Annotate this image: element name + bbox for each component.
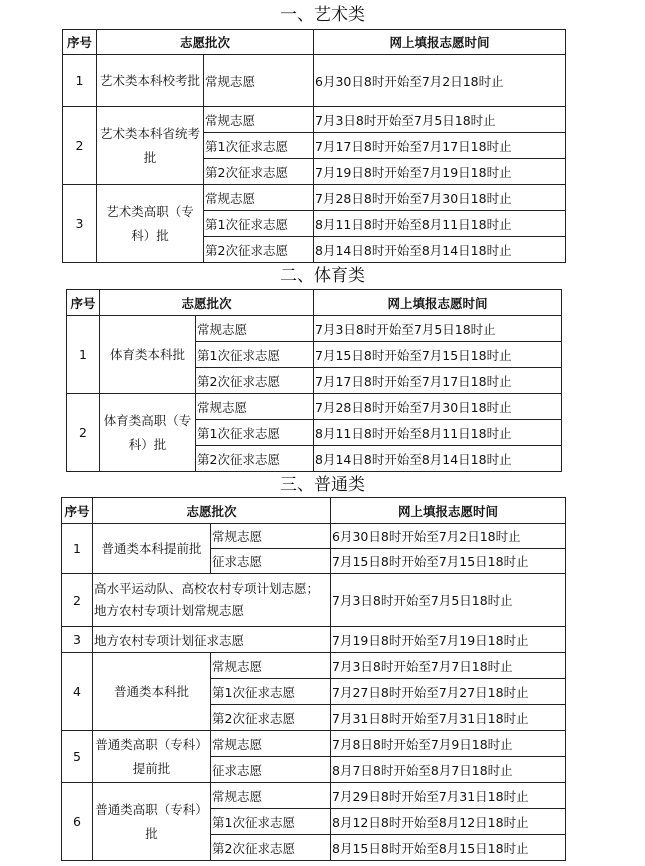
fill-time: 8月15日8时开始至8月15日18时止 bbox=[331, 835, 566, 861]
batch-name: 普通类本科提前批 bbox=[93, 524, 211, 574]
art-table bbox=[62, 29, 566, 263]
fill-time: 7月8日8时开始至7月9日18时止 bbox=[331, 731, 566, 757]
fill-time: 7月17日8时开始至7月17日18时止 bbox=[314, 133, 566, 159]
fill-time: 7月19日8时开始至7月19日18时止 bbox=[331, 627, 566, 653]
batch-name: 高水平运动队、高校农村专项计划志愿；地方农村专项计划常规志愿 bbox=[93, 574, 331, 627]
volunteer-type: 第1次征求志愿 bbox=[196, 342, 314, 368]
fill-time: 7月29日8时开始至7月31日18时止 bbox=[331, 783, 566, 809]
header-batch: 志愿批次 bbox=[100, 290, 314, 316]
batch-name: 艺术类本科省统考批 bbox=[97, 107, 204, 185]
volunteer-type: 常规志愿 bbox=[211, 653, 331, 679]
row-no: 4 bbox=[62, 653, 93, 731]
row-no: 3 bbox=[62, 627, 93, 653]
fill-time: 7月3日8时开始至7月5日18时止 bbox=[314, 316, 562, 342]
fill-time: 7月17日8时开始至7月17日18时止 bbox=[314, 368, 562, 394]
header-no: 序号 bbox=[63, 30, 97, 55]
volunteer-type: 常规志愿 bbox=[196, 394, 314, 420]
header-batch: 志愿批次 bbox=[93, 498, 331, 524]
row-no: 1 bbox=[67, 316, 100, 394]
row-no: 2 bbox=[62, 574, 93, 627]
section-title-art: 一、艺术类 bbox=[280, 5, 365, 25]
row-no: 1 bbox=[63, 55, 97, 107]
volunteer-type: 第1次征求志愿 bbox=[211, 679, 331, 705]
header-batch: 志愿批次 bbox=[97, 30, 314, 55]
volunteer-type: 第2次征求志愿 bbox=[211, 705, 331, 731]
fill-time: 7月3日8时开始至7月5日18时止 bbox=[331, 574, 566, 627]
fill-time: 7月28日8时开始至7月30日18时止 bbox=[314, 394, 562, 420]
batch-name: 体育类本科批 bbox=[100, 316, 196, 394]
general-table bbox=[61, 497, 566, 861]
volunteer-type: 第1次征求志愿 bbox=[196, 420, 314, 446]
fill-time: 8月14日8时开始至8月14日18时止 bbox=[314, 446, 562, 472]
volunteer-type: 第2次征求志愿 bbox=[196, 446, 314, 472]
batch-name: 普通类高职（专科）提前批 bbox=[93, 731, 211, 783]
volunteer-type: 第2次征求志愿 bbox=[211, 835, 331, 861]
volunteer-type: 第1次征求志愿 bbox=[204, 211, 314, 237]
batch-name: 艺术类本科校考批 bbox=[97, 55, 204, 107]
fill-time: 7月27日8时开始至7月27日18时止 bbox=[331, 679, 566, 705]
fill-time: 7月15日8时开始至7月15日18时止 bbox=[314, 342, 562, 368]
volunteer-type: 征求志愿 bbox=[211, 757, 331, 783]
row-no: 6 bbox=[62, 783, 93, 861]
fill-time: 7月28日8时开始至7月30日18时止 bbox=[314, 185, 566, 211]
fill-time: 8月7日8时开始至8月7日18时止 bbox=[331, 757, 566, 783]
fill-time: 8月14日8时开始至8月14日18时止 bbox=[314, 237, 566, 263]
volunteer-type: 常规志愿 bbox=[196, 316, 314, 342]
fill-time: 6月30日8时开始至7月2日18时止 bbox=[331, 524, 566, 549]
fill-time: 8月11日8时开始至8月11日18时止 bbox=[314, 420, 562, 446]
fill-time: 8月12日8时开始至8月12日18时止 bbox=[331, 809, 566, 835]
volunteer-type: 常规志愿 bbox=[211, 731, 331, 757]
section-title-general: 三、普通类 bbox=[280, 475, 365, 495]
row-no: 2 bbox=[67, 394, 100, 472]
row-no: 1 bbox=[62, 524, 93, 574]
volunteer-type: 常规志愿 bbox=[211, 783, 331, 809]
row-no: 2 bbox=[63, 107, 97, 185]
fill-time: 7月31日8时开始至7月31日18时止 bbox=[331, 705, 566, 731]
batch-name: 体育类高职（专科）批 bbox=[100, 394, 196, 472]
batch-name: 艺术类高职（专科）批 bbox=[97, 185, 204, 263]
header-no: 序号 bbox=[62, 498, 93, 524]
volunteer-type: 第1次征求志愿 bbox=[204, 133, 314, 159]
header-time: 网上填报志愿时间 bbox=[314, 30, 566, 55]
fill-time: 8月11日8时开始至8月11日18时止 bbox=[314, 211, 566, 237]
volunteer-type: 常规志愿 bbox=[211, 524, 331, 549]
header-no: 序号 bbox=[67, 290, 100, 316]
volunteer-type: 第1次征求志愿 bbox=[211, 809, 331, 835]
fill-time: 7月3日8时开始至7月5日18时止 bbox=[314, 107, 566, 133]
section-title-sports: 二、体育类 bbox=[280, 266, 365, 286]
batch-name: 地方农村专项计划征求志愿 bbox=[93, 627, 331, 653]
fill-time: 7月15日8时开始至7月15日18时止 bbox=[331, 549, 566, 574]
batch-name: 普通类本科批 bbox=[93, 653, 211, 731]
sports-table bbox=[66, 289, 562, 472]
header-time: 网上填报志愿时间 bbox=[314, 290, 562, 316]
volunteer-type: 第2次征求志愿 bbox=[196, 368, 314, 394]
volunteer-type: 常规志愿 bbox=[204, 55, 314, 107]
row-no: 3 bbox=[63, 185, 97, 263]
header-time: 网上填报志愿时间 bbox=[331, 498, 566, 524]
fill-time: 7月19日8时开始至7月19日18时止 bbox=[314, 159, 566, 185]
fill-time: 7月3日8时开始至7月7日18时止 bbox=[331, 653, 566, 679]
volunteer-type: 常规志愿 bbox=[204, 185, 314, 211]
volunteer-type: 常规志愿 bbox=[204, 107, 314, 133]
batch-name: 普通类高职（专科）批 bbox=[93, 783, 211, 861]
row-no: 5 bbox=[62, 731, 93, 783]
fill-time: 6月30日8时开始至7月2日18时止 bbox=[314, 55, 566, 107]
volunteer-type: 征求志愿 bbox=[211, 549, 331, 574]
volunteer-type: 第2次征求志愿 bbox=[204, 237, 314, 263]
volunteer-type: 第2次征求志愿 bbox=[204, 159, 314, 185]
